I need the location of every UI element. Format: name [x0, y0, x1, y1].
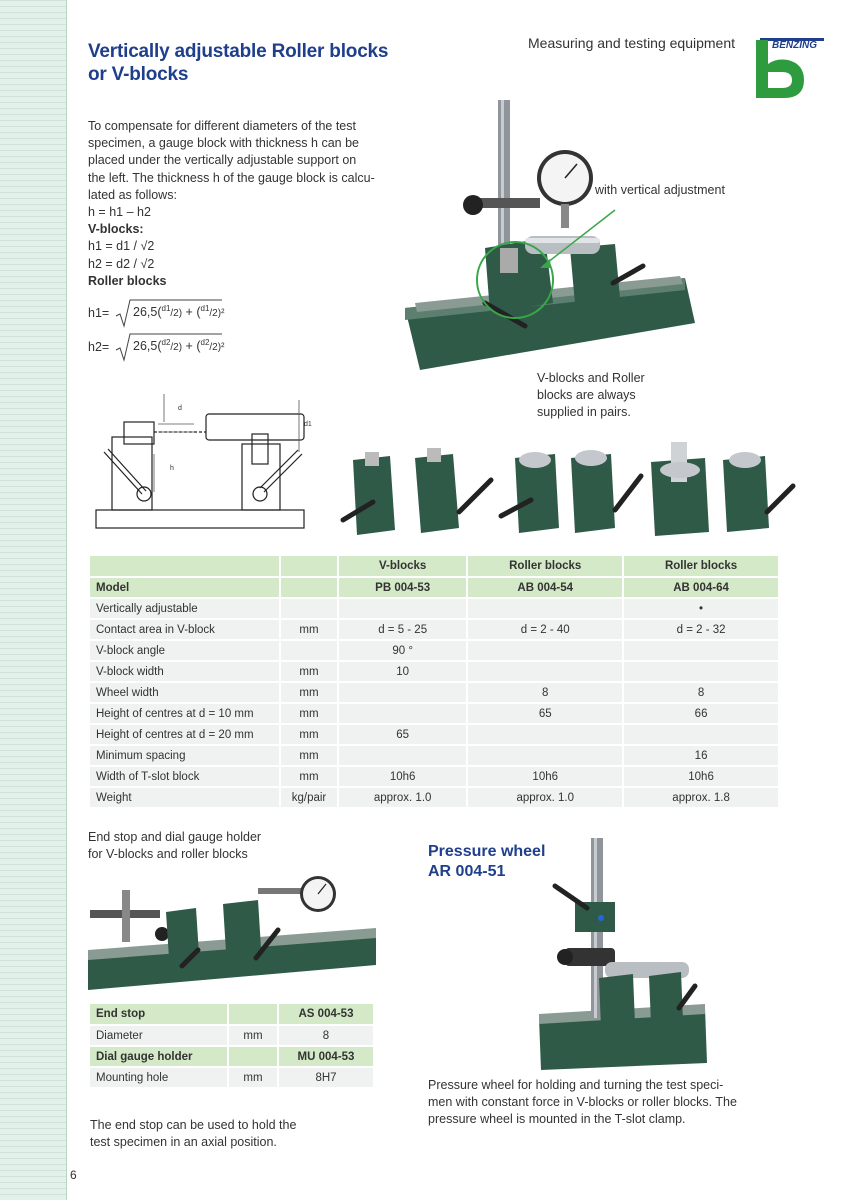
intro-line: To compensate for different diameters of the test — [88, 119, 356, 133]
vblock-value: approx. 1.0 — [338, 787, 467, 808]
table-row — [90, 619, 779, 640]
row-name: Dial gauge holder — [90, 1046, 228, 1067]
row-value: 8H7 — [278, 1067, 374, 1088]
table-row — [90, 703, 779, 724]
row-unit — [280, 577, 338, 598]
caption-vertical-adjustment: with vertical adjustment — [595, 183, 725, 197]
intro-line: lated as follows: — [88, 187, 177, 202]
roller2-value: • — [623, 598, 779, 619]
caption-pairs — [537, 370, 645, 421]
row-name: Wheel width — [90, 682, 280, 703]
row-name: Weight — [90, 787, 280, 808]
caption-pairs-line: blocks are always — [537, 388, 636, 402]
intro-line: specimen, a gauge block with thickness h can be — [88, 136, 359, 151]
row-unit: mm — [280, 619, 338, 640]
row-name: Height of centres at d = 10 mm — [90, 703, 280, 724]
row-name: Diameter — [90, 1025, 228, 1046]
pressure-wheel-description — [428, 1077, 758, 1128]
table-row — [90, 1025, 374, 1046]
intro-text — [88, 118, 398, 290]
vblock-value: d = 5 - 25 — [338, 619, 467, 640]
row-unit: mm — [280, 661, 338, 682]
roller-block-right — [571, 450, 641, 533]
formula-h: h = h1 – h2 — [88, 205, 151, 220]
roller1-value: 65 — [467, 703, 623, 724]
svg-text:d: d — [178, 405, 182, 412]
roller2-value: d = 2 - 32 — [623, 619, 779, 640]
header-cell: Roller blocks — [467, 556, 623, 577]
blocks-pair-photo — [335, 440, 805, 540]
table-row — [90, 724, 779, 745]
roller-formula-h2-label: h2= — [88, 340, 110, 354]
roller2-value — [623, 661, 779, 682]
title-line-1: Vertically adjustable Roller blocks — [88, 41, 389, 62]
row-unit: kg/pair — [280, 787, 338, 808]
adjustable-roller-right — [723, 452, 793, 532]
roller1-value: d = 2 - 40 — [467, 619, 623, 640]
vblock-right — [415, 448, 491, 533]
end-stop-line: The end stop can be used to hold the — [90, 1118, 297, 1132]
vblock-value: 10 — [338, 661, 467, 682]
vblock-machine-photo — [395, 98, 705, 373]
page-number: 6 — [70, 1168, 77, 1182]
caption-end-stop — [88, 829, 261, 863]
left-margin-stripe — [0, 0, 66, 1200]
vblock-value: PB 004-53 — [338, 577, 467, 598]
vblock-value: 65 — [338, 724, 467, 745]
end-stop-photo — [88, 870, 376, 995]
row-unit: mm — [228, 1067, 278, 1088]
row-name: V-block angle — [90, 640, 280, 661]
technical-drawing — [94, 392, 314, 532]
roller1-value — [467, 598, 623, 619]
svg-text:BENZING: BENZING — [772, 40, 817, 51]
pressure-wheel-title-line: Pressure wheel — [428, 843, 546, 860]
header-cell: V-blocks — [338, 556, 467, 577]
row-name: Vertically adjustable — [90, 598, 280, 619]
roller2-value — [623, 640, 779, 661]
row-unit — [228, 1004, 278, 1025]
margin-divider — [66, 0, 67, 1200]
pressure-wheel-model: AR 004-51 — [428, 863, 506, 880]
intro-line: placed under the vertically adjustable support on — [88, 153, 357, 168]
vblock-value: 10h6 — [338, 766, 467, 787]
row-name: Contact area in V-block — [90, 619, 280, 640]
benzing-logo — [748, 36, 824, 100]
roller-formula-h1-label: h1= — [88, 306, 110, 320]
roller1-value: approx. 1.0 — [467, 787, 623, 808]
roller2-value: 66 — [623, 703, 779, 724]
page-title — [88, 40, 388, 86]
pressure-wheel-title — [428, 842, 545, 882]
pressure-wheel-line: men with constant force in V-blocks or roller blocks. The — [428, 1095, 737, 1109]
row-unit: mm — [280, 682, 338, 703]
roller2-value: AB 004-64 — [623, 577, 779, 598]
pressure-wheel-line: pressure wheel is mounted in the T-slot clamp. — [428, 1112, 686, 1126]
roller1-value: 8 — [467, 682, 623, 703]
roller2-value: approx. 1.8 — [623, 787, 779, 808]
caption-end-stop-line: for V-blocks and roller blocks — [88, 847, 248, 861]
vblock-value — [338, 745, 467, 766]
table-row — [90, 1067, 374, 1088]
roller2-value: 8 — [623, 682, 779, 703]
row-unit: mm — [228, 1025, 278, 1046]
row-unit: mm — [280, 766, 338, 787]
row-value: 8 — [278, 1025, 374, 1046]
table-row — [90, 1046, 374, 1067]
row-name: Width of T-slot block — [90, 766, 280, 787]
table-row — [90, 745, 779, 766]
svg-text:h: h — [170, 465, 174, 472]
row-unit: mm — [280, 724, 338, 745]
row-unit — [280, 598, 338, 619]
table-row — [90, 661, 779, 682]
formula-h2: h2 = d2 / √2 — [88, 256, 155, 271]
row-name: End stop — [90, 1004, 228, 1025]
roller1-value — [467, 640, 623, 661]
end-stop-line: test specimen in an axial position. — [90, 1135, 277, 1149]
row-unit — [280, 640, 338, 661]
roller2-value: 10h6 — [623, 766, 779, 787]
pressure-wheel-photo — [535, 838, 715, 1073]
roller2-value: 16 — [623, 745, 779, 766]
table-row — [90, 640, 779, 661]
roller-formula-h2-expr: 26,5($^{d2}$/2) + ($^{d2}$/2)² — [133, 338, 225, 354]
row-name: Mounting hole — [90, 1067, 228, 1088]
roller-blocks-label: Roller blocks — [88, 273, 167, 288]
roller2-value — [623, 724, 779, 745]
vblock-value: 90 ° — [338, 640, 467, 661]
roller-formula-h1-expr: 26,5($^{d1}$/2) + ($^{d1}$/2)² — [133, 304, 225, 320]
row-name: Height of centres at d = 20 mm — [90, 724, 280, 745]
table-row — [90, 766, 779, 787]
row-name: Model — [90, 577, 280, 598]
roller-block-left — [501, 452, 559, 533]
roller1-value — [467, 745, 623, 766]
vblock-value — [338, 703, 467, 724]
table-row — [90, 577, 779, 598]
header-cell: Roller blocks — [623, 556, 779, 577]
row-name: V-block width — [90, 661, 280, 682]
pressure-wheel-line: Pressure wheel for holding and turning the test speci- — [428, 1078, 724, 1092]
roller1-value: AB 004-54 — [467, 577, 623, 598]
table-row — [90, 598, 779, 619]
end-stop-description — [90, 1117, 350, 1151]
vblock-left — [343, 452, 395, 535]
table-row — [90, 682, 779, 703]
adjustable-roller-left — [651, 442, 709, 536]
caption-end-stop-line: End stop and dial gauge holder — [88, 830, 262, 844]
h1-expression: 26,5( — [133, 305, 162, 320]
vblock-value — [338, 598, 467, 619]
table-row — [90, 1004, 374, 1025]
end-stop-table — [90, 1004, 375, 1089]
roller1-value — [467, 724, 623, 745]
row-value: AS 004-53 — [278, 1004, 374, 1025]
svg-text:d1: d1 — [304, 421, 312, 428]
vblock-value — [338, 682, 467, 703]
row-value: MU 004-53 — [278, 1046, 374, 1067]
roller1-value: 10h6 — [467, 766, 623, 787]
row-unit: mm — [280, 703, 338, 724]
vblocks-label: V-blocks: — [88, 222, 144, 237]
header-cell — [90, 556, 280, 577]
h2-expression: 26,5( — [133, 339, 162, 354]
caption-pairs-line: V-blocks and Roller — [537, 371, 645, 385]
spec-header-row — [90, 556, 779, 577]
row-name: Minimum spacing — [90, 745, 280, 766]
intro-line: the left. The thickness h of the gauge block is calcu- — [88, 170, 375, 185]
caption-pairs-line: supplied in pairs. — [537, 405, 631, 419]
spec-table — [90, 556, 780, 809]
row-unit — [228, 1046, 278, 1067]
title-line-2: or V-blocks — [88, 64, 189, 85]
row-unit: mm — [280, 745, 338, 766]
header-category: Measuring and testing equipment — [528, 35, 736, 51]
formula-h1: h1 = d1 / √2 — [88, 239, 155, 254]
header-cell — [280, 556, 338, 577]
table-row — [90, 787, 779, 808]
roller1-value — [467, 661, 623, 682]
